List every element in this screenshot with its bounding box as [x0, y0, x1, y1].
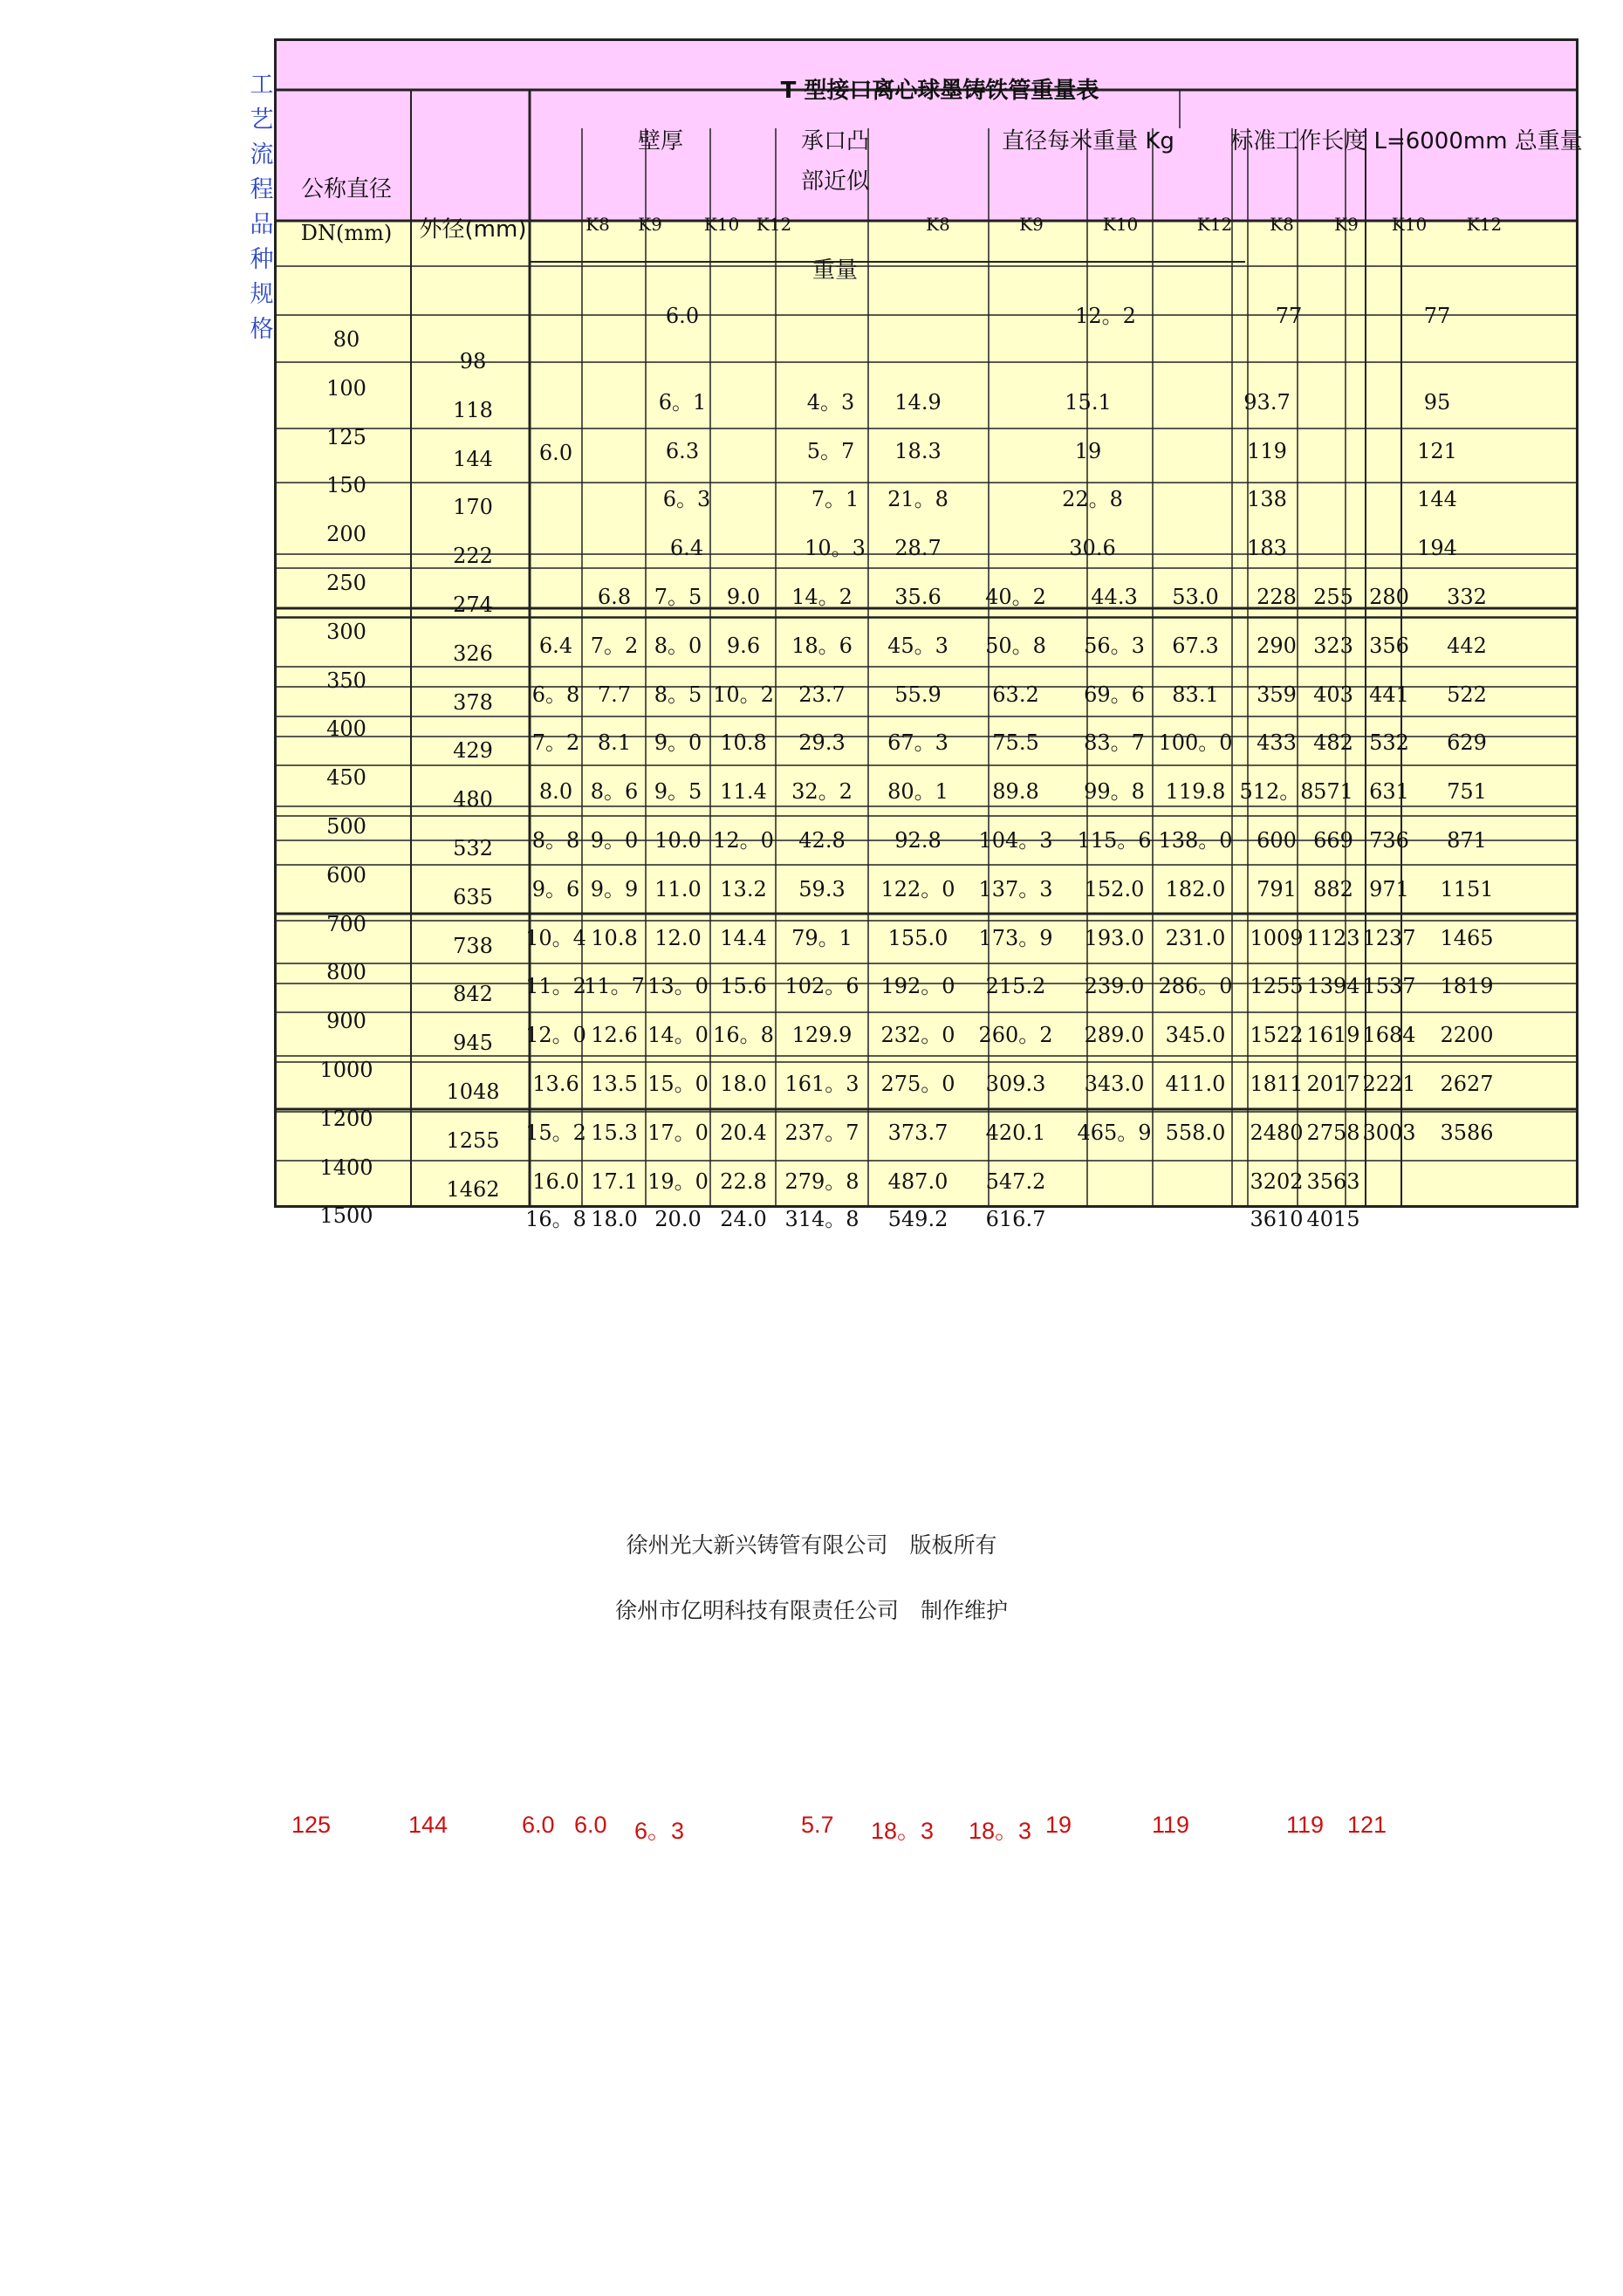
data-cell: 53.0 — [1172, 585, 1219, 609]
data-cell: 7。1 — [811, 487, 859, 512]
data-cell: 14.9 — [894, 389, 942, 415]
data-cell: 7.7 — [597, 682, 632, 707]
dn-cell: 700 — [326, 911, 366, 936]
data-cell: 323 — [1313, 633, 1353, 658]
data-cell: 3202 — [1250, 1169, 1304, 1194]
data-cell: 18.0 — [591, 1207, 638, 1231]
data-cell: 433 — [1257, 730, 1297, 756]
data-cell: 10。2 — [713, 682, 774, 707]
data-cell: 751 — [1447, 779, 1487, 805]
data-cell: 11.4 — [720, 779, 767, 805]
data-cell: 100。0 — [1158, 730, 1233, 756]
table-title: T 型接口离心球墨铸铁管重量表 — [780, 78, 1099, 104]
header-k-class: K10 — [703, 214, 740, 235]
data-cell: 138 — [1247, 487, 1287, 512]
header-per-meter-weight: 直径每米重量 Kg — [1002, 128, 1174, 154]
data-cell: 45。3 — [887, 633, 948, 658]
side-title-char: 种 — [250, 246, 274, 273]
data-cell: 1619 — [1306, 1023, 1360, 1048]
header-total-weight: 标准工作长度 L=6000mm 总重量 — [1230, 128, 1583, 154]
data-cell: 8。0 — [654, 633, 702, 658]
data-cell: 89.8 — [992, 779, 1039, 805]
data-cell: 882 — [1313, 876, 1353, 901]
data-cell: 309.3 — [985, 1072, 1046, 1096]
data-cell: 194 — [1417, 536, 1457, 561]
data-cell: 67。3 — [887, 730, 948, 756]
data-cell: 1237 — [1362, 925, 1416, 950]
data-cell: 9.0 — [726, 585, 761, 609]
data-cell: 11。7 — [584, 974, 645, 999]
outer-diameter-cell: 532 — [453, 836, 493, 860]
data-cell: 15。2 — [525, 1120, 586, 1145]
data-cell: 260。2 — [978, 1023, 1053, 1048]
data-cell: 971 — [1369, 876, 1409, 901]
outer-diameter-cell: 144 — [453, 446, 493, 471]
data-cell: 791 — [1257, 876, 1297, 901]
data-cell: 465。9 — [1077, 1120, 1152, 1145]
data-cell: 232。0 — [880, 1023, 955, 1048]
red-row-value: 125 — [291, 1812, 332, 1838]
data-cell: 15.6 — [720, 974, 767, 999]
data-cell: 182.0 — [1165, 876, 1226, 901]
data-cell: 119.8 — [1165, 779, 1226, 805]
data-cell: 99。8 — [1084, 779, 1145, 805]
data-cell: 30.6 — [1069, 536, 1116, 561]
data-cell: 343.0 — [1084, 1072, 1145, 1096]
dn-cell: 400 — [326, 716, 366, 742]
data-cell: 1684 — [1362, 1023, 1416, 1048]
data-cell: 129.9 — [791, 1023, 853, 1048]
data-cell: 138。0 — [1158, 828, 1233, 853]
data-cell: 6.8 — [597, 585, 632, 609]
weight-table — [274, 38, 1583, 1231]
header-k-class: K9 — [1334, 214, 1359, 235]
data-cell: 441 — [1369, 682, 1409, 707]
data-cell: 12.0 — [654, 925, 702, 950]
data-cell: 8。8 — [531, 828, 580, 853]
data-cell: 102。6 — [784, 974, 859, 999]
data-cell: 1255 — [1250, 974, 1304, 999]
data-cell: 16。8 — [525, 1207, 586, 1231]
side-title — [248, 68, 276, 347]
data-cell: 104。3 — [978, 828, 1053, 853]
dn-cell: 300 — [326, 619, 366, 644]
data-cell: 571 — [1313, 779, 1353, 805]
data-cell: 547.2 — [985, 1169, 1046, 1194]
data-cell: 29.3 — [798, 730, 846, 756]
data-cell: 10。3 — [805, 536, 866, 561]
data-cell: 239.0 — [1084, 974, 1145, 999]
dn-cell: 1200 — [319, 1106, 373, 1131]
data-cell: 7。2 — [590, 633, 639, 658]
data-cell: 59.3 — [798, 876, 846, 901]
dn-cell: 900 — [326, 1009, 366, 1034]
red-row-value: 6.0 — [574, 1812, 607, 1838]
data-cell: 6。1 — [658, 389, 707, 415]
data-cell: 95 — [1423, 389, 1451, 415]
data-cell: 6.0 — [665, 304, 700, 328]
data-cell: 63.2 — [992, 682, 1039, 707]
data-cell: 9。0 — [654, 730, 702, 756]
data-cell: 115。6 — [1077, 828, 1152, 853]
data-cell: 411.0 — [1165, 1072, 1226, 1096]
data-cell: 8.0 — [538, 779, 573, 805]
dn-cell: 500 — [326, 814, 366, 839]
data-cell: 314。8 — [784, 1207, 859, 1231]
data-cell: 67.3 — [1172, 633, 1219, 658]
dn-cell: 350 — [326, 668, 366, 693]
data-cell: 13。0 — [647, 974, 709, 999]
data-cell: 280 — [1369, 585, 1409, 609]
data-cell: 44.3 — [1091, 585, 1138, 609]
data-cell: 8。6 — [590, 779, 639, 805]
outer-diameter-cell: 945 — [453, 1031, 493, 1056]
data-cell: 5。7 — [806, 438, 855, 463]
header-k-class: K9 — [1019, 214, 1044, 235]
data-cell: 18。6 — [791, 633, 853, 658]
header-socket-weight: 承口凸 — [800, 128, 870, 154]
data-cell: 93.7 — [1243, 389, 1291, 415]
data-cell: 9。6 — [531, 876, 580, 901]
dn-cell: 600 — [326, 862, 366, 888]
header-k-class: K9 — [638, 214, 662, 235]
outer-diameter-cell: 378 — [453, 689, 493, 715]
red-row-value: 119 — [1152, 1812, 1190, 1838]
data-cell: 11。2 — [525, 974, 586, 999]
red-row-value: 6。3 — [634, 1818, 685, 1844]
data-cell: 7。2 — [531, 730, 580, 756]
data-cell: 137。3 — [978, 876, 1053, 901]
data-cell: 15.3 — [591, 1120, 638, 1145]
outer-diameter-cell: 1048 — [446, 1079, 500, 1104]
footer-maintainer: 徐州市亿明科技有限责任公司 制作维护 — [614, 1598, 1008, 1623]
red-row-value: 119 — [1286, 1812, 1325, 1838]
data-cell: 121 — [1417, 438, 1457, 463]
outer-diameter-cell: 98 — [459, 349, 487, 374]
data-cell: 631 — [1369, 779, 1409, 805]
data-cell: 289.0 — [1084, 1023, 1145, 1048]
data-cell: 14。0 — [647, 1023, 709, 1048]
dn-cell: 125 — [326, 424, 366, 449]
data-cell: 1811 — [1250, 1072, 1304, 1096]
dn-cell: 250 — [326, 571, 366, 595]
data-cell: 19。0 — [647, 1169, 709, 1194]
outer-diameter-cell: 170 — [453, 495, 493, 520]
data-cell: 290 — [1257, 633, 1297, 658]
data-cell: 17.1 — [591, 1169, 638, 1194]
data-cell: 255 — [1313, 585, 1353, 609]
data-cell: 532 — [1369, 730, 1409, 756]
data-cell: 32。2 — [791, 779, 853, 805]
data-cell: 14.4 — [720, 925, 767, 950]
data-cell: 9。9 — [590, 876, 639, 901]
header-k-class: K12 — [1466, 214, 1503, 235]
outer-diameter-cell: 274 — [453, 593, 493, 617]
data-cell: 18.0 — [720, 1072, 767, 1096]
data-cell: 275。0 — [880, 1072, 955, 1096]
data-cell: 144 — [1417, 487, 1457, 512]
data-cell: 35.6 — [894, 585, 942, 609]
data-cell: 736 — [1369, 828, 1409, 853]
data-cell: 279。8 — [784, 1169, 859, 1194]
data-cell: 119 — [1247, 438, 1287, 463]
data-cell: 237。7 — [784, 1120, 859, 1145]
data-cell: 558.0 — [1165, 1120, 1226, 1145]
data-cell: 3563 — [1306, 1169, 1360, 1194]
dn-cell: 450 — [326, 765, 366, 791]
data-cell: 24.0 — [720, 1207, 767, 1231]
data-cell: 19 — [1074, 438, 1102, 463]
data-cell: 512。8 — [1239, 779, 1314, 805]
side-title-char: 品 — [250, 211, 274, 238]
data-cell: 15。0 — [647, 1072, 709, 1096]
data-cell: 669 — [1313, 828, 1353, 853]
data-cell: 549.2 — [887, 1207, 948, 1231]
header-k-class: K8 — [586, 214, 610, 235]
dn-cell: 1500 — [319, 1203, 373, 1229]
dn-cell: 80 — [332, 327, 360, 352]
data-cell: 373.7 — [887, 1120, 948, 1145]
data-cell: 10.0 — [654, 828, 702, 853]
data-cell: 28.7 — [894, 536, 942, 561]
data-cell: 9。0 — [590, 828, 639, 853]
data-cell: 173。9 — [978, 925, 1053, 950]
header-k-class: K10 — [1102, 214, 1139, 235]
data-cell: 1819 — [1440, 974, 1494, 999]
data-cell: 8.1 — [597, 730, 632, 756]
data-cell: 1151 — [1440, 876, 1494, 901]
data-cell: 83。7 — [1084, 730, 1145, 756]
data-cell: 487.0 — [887, 1169, 948, 1194]
data-cell: 12。0 — [525, 1023, 586, 1048]
data-cell: 12。0 — [713, 828, 774, 853]
data-cell: 482 — [1313, 730, 1353, 756]
outer-diameter-cell: 429 — [453, 738, 493, 764]
data-cell: 356 — [1369, 633, 1409, 658]
data-cell: 286。0 — [1158, 974, 1233, 999]
data-cell: 20.4 — [720, 1120, 767, 1145]
side-title-char: 流 — [250, 141, 274, 168]
side-title-char: 格 — [250, 316, 274, 343]
data-cell: 231.0 — [1165, 925, 1226, 950]
data-cell: 629 — [1447, 730, 1487, 756]
header-outer-diameter: 外径(mm) — [419, 216, 527, 243]
outer-diameter-cell: 738 — [453, 933, 493, 958]
outer-diameter-cell: 1255 — [446, 1127, 500, 1153]
data-cell: 6.4 — [538, 633, 573, 658]
data-cell: 1465 — [1440, 925, 1494, 950]
footer-copyright: 徐州光大新兴铸管有限公司 版板所有 — [626, 1532, 997, 1558]
header-k-class: K8 — [926, 214, 950, 235]
data-cell: 1522 — [1250, 1023, 1304, 1048]
outer-diameter-cell: 842 — [453, 982, 493, 1007]
data-cell: 161。3 — [784, 1072, 859, 1096]
data-cell: 77 — [1423, 304, 1451, 328]
outer-diameter-cell: 1462 — [446, 1176, 500, 1202]
data-cell: 183 — [1247, 536, 1287, 561]
outer-diameter-cell: 118 — [453, 397, 493, 422]
side-title-char: 艺 — [250, 106, 274, 134]
data-cell: 21。8 — [887, 487, 948, 512]
header-wall-thickness: 壁厚 — [637, 128, 684, 154]
header-socket-weight: 部近似 — [800, 168, 870, 195]
data-cell: 2758 — [1306, 1120, 1360, 1145]
data-cell: 600 — [1257, 828, 1297, 853]
data-cell: 16.0 — [532, 1169, 579, 1194]
data-cell: 92.8 — [894, 828, 942, 853]
data-cell: 2480 — [1250, 1120, 1304, 1145]
header-k-class: K8 — [1270, 214, 1294, 235]
data-cell: 2221 — [1362, 1072, 1416, 1096]
data-cell: 193.0 — [1084, 925, 1145, 950]
dn-cell: 200 — [326, 522, 366, 547]
dn-cell: 1000 — [319, 1058, 373, 1082]
data-cell: 403 — [1313, 682, 1353, 707]
data-cell: 6.4 — [669, 536, 704, 561]
k8-wall-merged: 6.0 — [538, 441, 573, 465]
data-cell: 10。4 — [525, 925, 586, 950]
header-dn-unit: DN(mm) — [300, 221, 393, 245]
data-cell: 522 — [1447, 682, 1487, 707]
data-cell: 77 — [1275, 304, 1303, 328]
side-title-char: 工 — [250, 72, 274, 99]
data-cell: 18.3 — [894, 438, 942, 463]
data-cell: 55.9 — [894, 682, 942, 707]
data-cell: 1394 — [1306, 974, 1360, 999]
data-cell: 9。5 — [654, 779, 702, 805]
data-cell: 192。0 — [880, 974, 955, 999]
data-cell: 3003 — [1362, 1120, 1416, 1145]
data-cell: 13.2 — [720, 876, 767, 901]
data-cell: 871 — [1447, 828, 1487, 853]
dn-cell: 100 — [326, 375, 366, 401]
data-cell: 14。2 — [791, 585, 853, 609]
data-cell: 42.8 — [798, 828, 846, 853]
outer-diameter-cell: 222 — [453, 544, 493, 569]
data-cell: 40。2 — [985, 585, 1046, 609]
data-cell: 13.5 — [591, 1072, 638, 1096]
data-cell: 80。1 — [887, 779, 948, 805]
dn-cell: 150 — [326, 473, 366, 498]
data-cell: 152.0 — [1084, 876, 1145, 901]
data-cell: 75.5 — [992, 730, 1039, 756]
data-cell: 332 — [1447, 585, 1487, 609]
data-cell: 616.7 — [985, 1207, 1046, 1231]
data-cell: 6。3 — [662, 487, 711, 512]
data-cell: 4。3 — [806, 389, 855, 415]
data-cell: 12。2 — [1075, 304, 1136, 328]
header-k-class: K12 — [756, 214, 792, 235]
data-cell: 83.1 — [1172, 682, 1219, 707]
data-cell: 442 — [1447, 633, 1487, 658]
data-cell: 50。8 — [985, 633, 1046, 658]
data-cell: 6。8 — [531, 682, 580, 707]
data-cell: 9.6 — [726, 633, 761, 658]
data-cell: 69。6 — [1084, 682, 1145, 707]
data-cell: 2627 — [1440, 1072, 1494, 1096]
data-cell: 79。1 — [791, 925, 853, 950]
side-title-char: 程 — [250, 176, 274, 203]
data-cell: 56。3 — [1084, 633, 1145, 658]
data-cell: 3586 — [1440, 1120, 1494, 1145]
data-cell: 345.0 — [1165, 1023, 1226, 1048]
data-cell: 23.7 — [798, 682, 846, 707]
dn-cell: 800 — [326, 960, 366, 985]
data-cell: 215.2 — [985, 974, 1046, 999]
red-row-value: 121 — [1347, 1812, 1387, 1838]
data-cell: 11.0 — [654, 876, 702, 901]
header-socket-weight: 重量 — [812, 257, 859, 284]
red-row-value: 5.7 — [801, 1812, 834, 1838]
data-cell: 8。5 — [654, 682, 702, 707]
outer-diameter-cell: 635 — [453, 884, 493, 909]
data-cell: 22。8 — [1062, 487, 1123, 512]
red-row-value: 144 — [408, 1812, 449, 1838]
data-cell: 7。5 — [654, 585, 702, 609]
outer-diameter-cell: 326 — [453, 641, 493, 666]
red-row-value: 18。3 — [969, 1818, 1032, 1844]
data-cell: 2200 — [1440, 1023, 1494, 1048]
header-k-class: K10 — [1391, 214, 1428, 235]
header-k-class: K12 — [1196, 214, 1233, 235]
data-cell: 6.3 — [665, 438, 700, 463]
data-cell: 16。8 — [713, 1023, 774, 1048]
data-cell: 22.8 — [720, 1169, 767, 1194]
data-cell: 1537 — [1362, 974, 1416, 999]
data-cell: 4015 — [1306, 1207, 1360, 1231]
data-cell: 420.1 — [985, 1120, 1046, 1145]
data-cell: 17。0 — [647, 1120, 709, 1145]
data-cell: 2017 — [1306, 1072, 1360, 1096]
header-nominal-diameter: 公称直径 — [300, 176, 393, 202]
data-cell: 10.8 — [591, 925, 638, 950]
outer-diameter-cell: 480 — [453, 787, 493, 812]
dn-cell: 1400 — [319, 1155, 373, 1180]
data-cell: 15.1 — [1065, 389, 1112, 415]
data-cell: 3610 — [1250, 1207, 1304, 1231]
side-title-char: 规 — [250, 281, 274, 308]
red-row-value: 6.0 — [522, 1812, 555, 1838]
data-cell: 1123 — [1306, 925, 1360, 950]
data-cell: 13.6 — [532, 1072, 579, 1096]
data-cell: 359 — [1257, 682, 1297, 707]
data-cell: 1009 — [1250, 925, 1304, 950]
data-cell: 20.0 — [654, 1207, 702, 1231]
data-cell: 12.6 — [591, 1023, 638, 1048]
data-cell: 155.0 — [887, 925, 948, 950]
red-row-value: 19 — [1045, 1812, 1072, 1838]
data-cell: 122。0 — [880, 876, 955, 901]
data-cell: 228 — [1257, 585, 1297, 609]
red-row-value: 18。3 — [871, 1818, 935, 1844]
data-cell: 10.8 — [720, 730, 767, 756]
